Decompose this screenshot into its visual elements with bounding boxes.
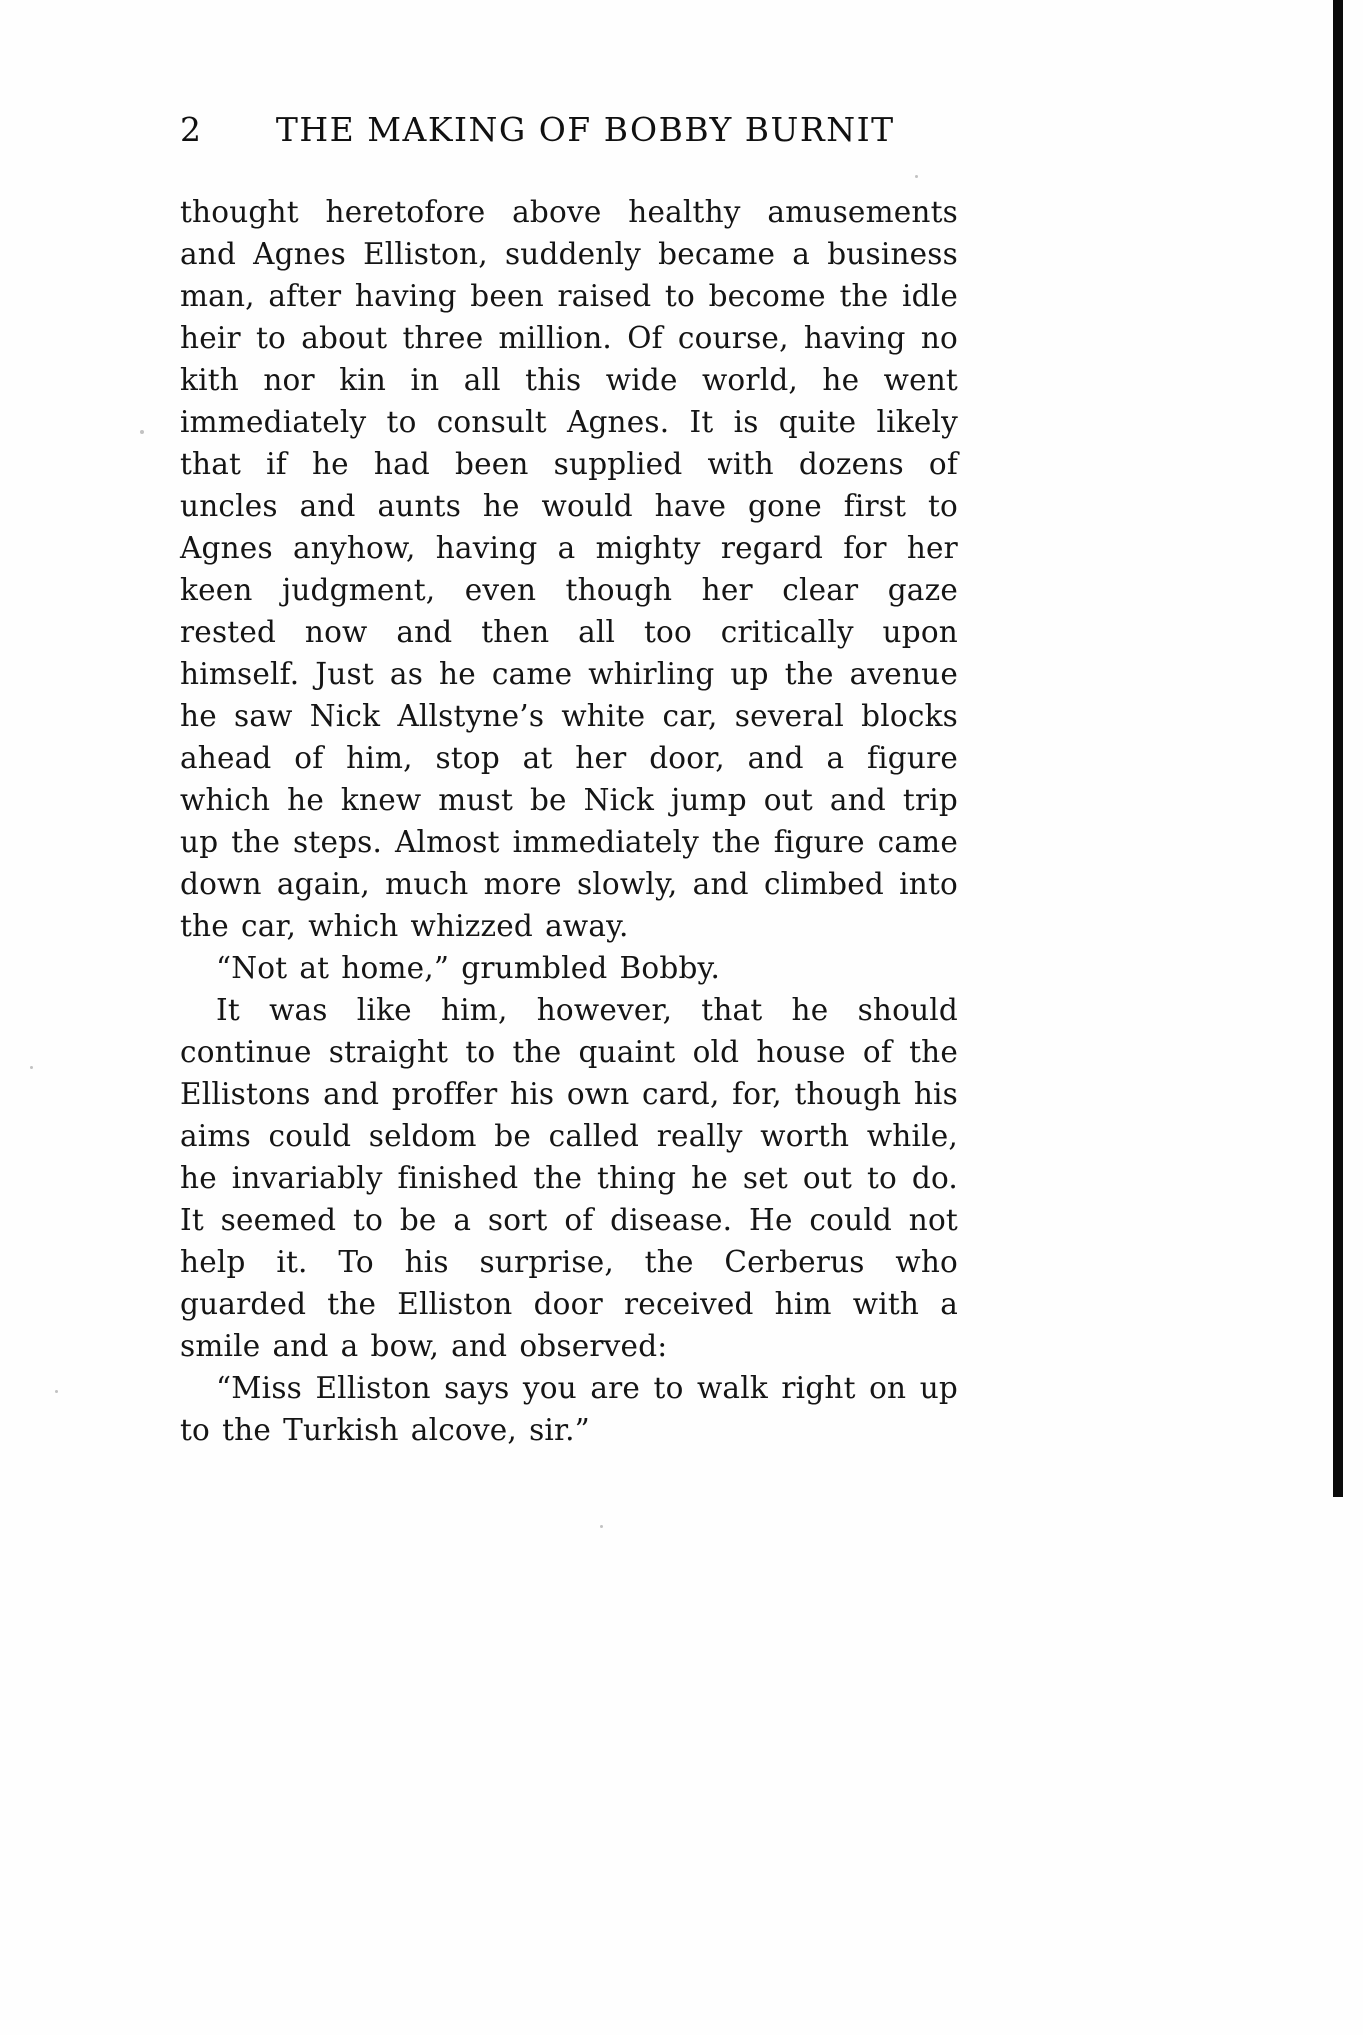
paragraph: “Not at home,” grumbled Bobby. xyxy=(216,951,721,985)
page-number: 2 xyxy=(180,110,203,149)
page-edge-bar xyxy=(1333,0,1343,1497)
paragraph: thought heretofore above healthy amusements and Agnes Elliston, suddenly became a business man, after having been raised to become the idle heir to about three million. Of course, having no kith nor kin in all this wide world, he went immediately to consult Agnes. It is quite likely that if he had been supplied with dozens of uncles and aunts he would have gone first to Agnes anyhow, having a mighty regard for her keen judgment, even though her clear gaze rested now and then all too critically upon himself. Just as he came whirling up the avenue he saw Nick Allstyne’s white car, several blocks ahead of him, stop at her door, and a figure which he knew must be Nick jump out and trip up the steps. Almost immediately the figure came down again, much more slowly, and climbed into the car, which whizzed away. xyxy=(180,195,958,943)
scan-speckle xyxy=(55,1390,58,1393)
body-text xyxy=(180,191,958,1451)
paragraph: It was like him, however, that he should continue straight to the quaint old house of the Ellistons and proffer his own card, for, though his aims could seldom be called really worth while, he invariably finished the thing he set out to do. It seemed to be a sort of disease. He could not help it. To his surprise, the Cerberus who guarded the Elliston door received him with a smile and a bow, and observed: xyxy=(180,993,958,1363)
scan-speckle xyxy=(30,1066,33,1069)
running-title: THE MAKING OF BOBBY BURNIT xyxy=(275,110,895,149)
scan-speckle xyxy=(600,1525,603,1528)
scan-speckle xyxy=(140,430,144,434)
running-header xyxy=(180,110,958,149)
page-content xyxy=(180,110,958,1451)
paragraph: “Miss Elliston says you are to walk right on up to the Turkish alcove, sir.” xyxy=(180,1371,958,1447)
